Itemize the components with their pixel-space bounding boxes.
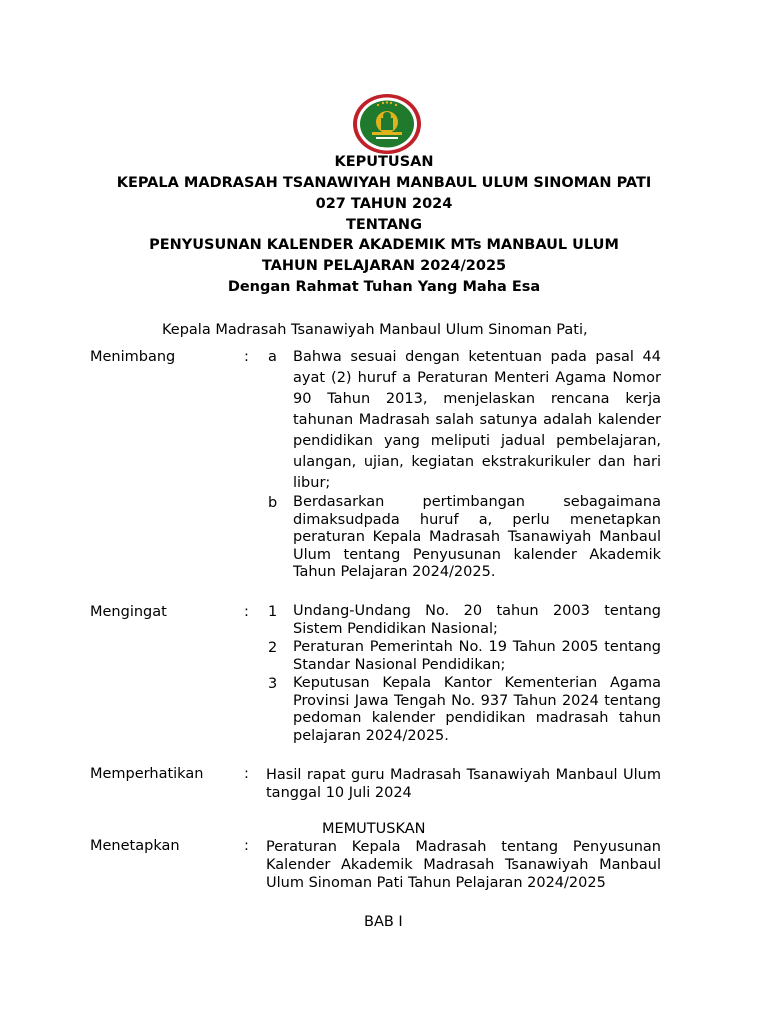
menimbang-colon: : bbox=[244, 349, 249, 365]
menimbang-marker-b: b bbox=[268, 495, 278, 511]
menetapkan-label: Menetapkan bbox=[90, 838, 180, 854]
bab-heading: BAB I bbox=[364, 914, 403, 930]
intro-line: Kepala Madrasah Tsanawiyah Manbaul Ulum Sinoman Pati, bbox=[162, 322, 588, 338]
memperhatikan-colon: : bbox=[244, 766, 249, 782]
menimbang-item-a: Bahwa sesuai dengan ketentuan pada pasal 44 ayat (2) huruf a Peraturan Menteri Agama Nomor 90 Tahun 2013, menjelaskan rencana kerja tahunan Madrasah salah satunya adalah kalender pendidikan yang meliputi jadual pembelajaran, ulangan, ujian, kegiatan ekstrakurikuler dan hari libur; bbox=[293, 349, 661, 491]
menetapkan-colon: : bbox=[244, 838, 249, 854]
mengingat-item-2: Peraturan Pemerintah No. 19 Tahun 2005 tentang Standar Nasional Pendidikan; bbox=[293, 639, 661, 673]
mengingat-marker-2: 2 bbox=[268, 640, 278, 656]
mengingat-marker-1: 1 bbox=[268, 604, 278, 620]
memutuskan-heading: MEMUTUSKAN bbox=[322, 821, 426, 837]
year-line: TAHUN PELAJARAN 2024/2025 bbox=[261, 258, 507, 274]
madrasah-emblem-icon bbox=[350, 92, 424, 156]
mengingat-label: Mengingat bbox=[90, 604, 167, 620]
mengingat-item-1: Undang-Undang No. 20 tahun 2003 tentang Sistem Pendidikan Nasional; bbox=[293, 603, 661, 637]
memperhatikan-label: Memperhatikan bbox=[90, 766, 204, 782]
mengingat-item-3: Keputusan Kepala Kantor Kementerian Agama Provinsi Jawa Tengah No. 937 Tahun 2024 tentang pedoman kalender pendidikan madrasah tahun pelajaran 2024/2025. bbox=[293, 675, 661, 744]
menetapkan-text: Peraturan Kepala Madrasah tentang Penyusunan Kalender Akademik Madrasah Tsanawiyah Manbaul Ulum Sinoman Pati Tahun Pelajaran 2024/2025 bbox=[266, 839, 661, 891]
mengingat-marker-3: 3 bbox=[268, 676, 278, 692]
blessing-line: Dengan Rahmat Tuhan Yang Maha Esa bbox=[227, 279, 541, 295]
menimbang-marker-a: a bbox=[268, 349, 277, 365]
memperhatikan-text: Hasil rapat guru Madrasah Tsanawiyah Manbaul Ulum tanggal 10 Juli 2024 bbox=[266, 767, 661, 801]
decree-number: 027 TAHUN 2024 bbox=[315, 196, 453, 212]
mengingat-colon: : bbox=[244, 604, 249, 620]
doc-title: KEPUTUSAN bbox=[334, 154, 434, 170]
tentang-line: TENTANG bbox=[346, 217, 422, 233]
menimbang-item-b: Berdasarkan pertimbangan sebagaimana dimaksudpada huruf a, perlu menetapkan peraturan Kepala Madrasah Tsanawiyah Manbaul Ulum tentang Penyusunan kalender Akademik Tahun Pelajaran 2024/2025. bbox=[293, 494, 661, 580]
issuer-line: KEPALA MADRASAH TSANAWIYAH MANBAUL ULUM SINOMAN PATI bbox=[116, 175, 652, 191]
menimbang-label: Menimbang bbox=[90, 349, 176, 365]
subject-line: PENYUSUNAN KALENDER AKADEMIK MTs MANBAUL ULUM bbox=[149, 237, 619, 253]
